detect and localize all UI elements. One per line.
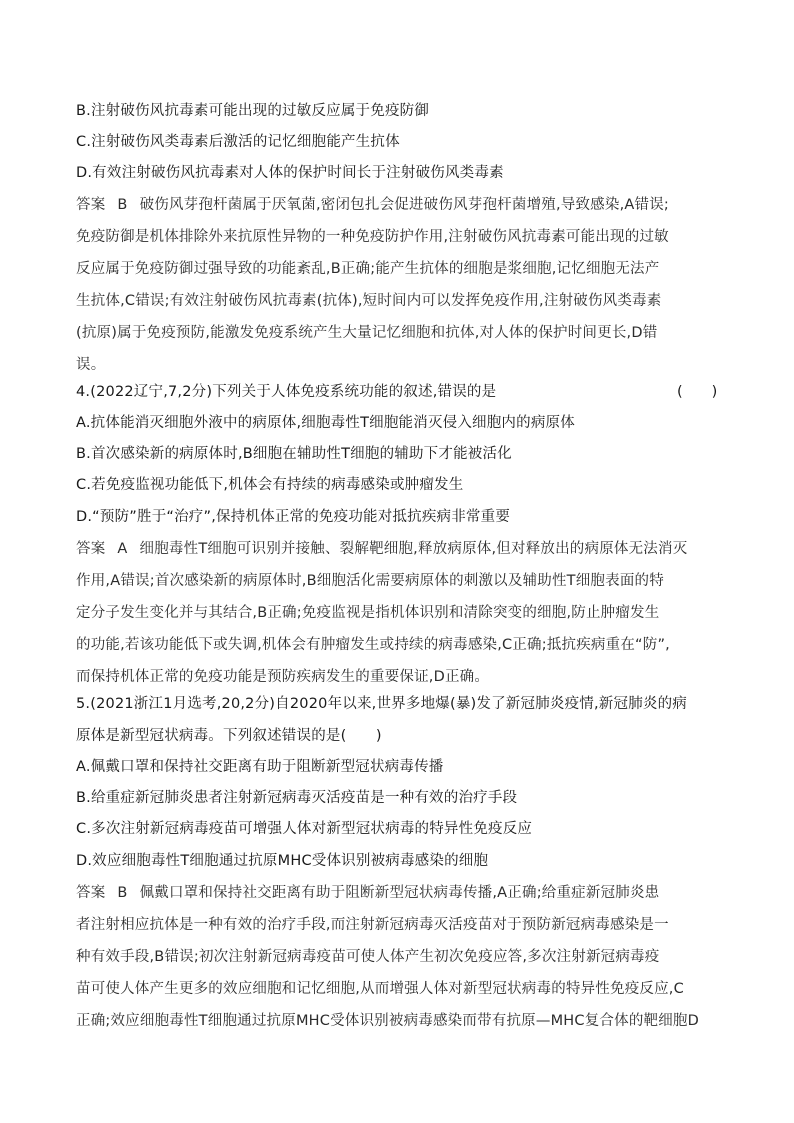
q5-answer-line-3: 种有效手段,B错误;初次注射新冠病毒疫苗可使人体产生初次免疫应答,多次注射新冠病毒疫 bbox=[76, 949, 660, 965]
q3-option-c: C.注射破伤风类毒素后激活的记忆细胞能产生抗体 bbox=[76, 134, 400, 150]
answer-letter: B bbox=[117, 885, 128, 901]
q5-option-a: A.佩戴口罩和保持社交距离有助于阻断新型冠状病毒传播 bbox=[76, 759, 444, 775]
q3-answer-line-4: 生抗体,C错误;有效注射破伤风抗毒素(抗体),短时间内可以发挥免疫作用,注射破伤风类毒素 bbox=[76, 293, 662, 309]
q4-answer-blank: ( ) bbox=[677, 384, 718, 400]
q3-answer-line-5: (抗原)属于免疫预防,能激发免疫系统产生大量记忆细胞和抗体,对人体的保护时间更长,D错 bbox=[76, 325, 658, 341]
answer-letter: B bbox=[117, 197, 128, 213]
q5-answer-line-2: 者注射相应抗体是一种有效的治疗手段,而注射新冠病毒灭活疫苗对于预防新冠病毒感染是一 bbox=[76, 917, 669, 933]
q3-answer-line-2: 免疫防御是机体排除外来抗原性异物的一种免疫防护作用,注射破伤风抗毒素可能出现的过敏 bbox=[76, 229, 669, 245]
answer-text: 破伤风芽孢杆菌属于厌氧菌,密闭包扎会促进破伤风芽孢杆菌增殖,导致感染,A错误; bbox=[139, 197, 669, 213]
answer-letter: A bbox=[117, 541, 128, 557]
q4-answer-line-4: 的功能,若该功能低下或失调,机体会有肿瘤发生或持续的病毒感染,C正确;抵抗疾病重在“防”, bbox=[76, 637, 670, 653]
q5-option-d: D.效应细胞毒性T细胞通过抗原MHC受体识别被病毒感染的细胞 bbox=[76, 853, 489, 869]
q5-option-b: B.给重症新冠肺炎患者注射新冠病毒灭活疫苗是一种有效的治疗手段 bbox=[76, 790, 518, 806]
q4-answer-line-3: 定分子发生变化并与其结合,B正确;免疫监视是指机体识别和清除突变的细胞,防止肿瘤发生 bbox=[76, 605, 660, 621]
answer-label: 答案 bbox=[76, 197, 106, 213]
q3-option-b: B.注射破伤风抗毒素可能出现的过敏反应属于免疫防御 bbox=[76, 103, 430, 119]
q4-answer-line-5: 而保持机体正常的免疫功能是预防疾病发生的重要保证,D正确。 bbox=[76, 669, 490, 685]
q4-stem: 4.(2022辽宁,7,2分)下列关于人体免疫系统功能的叙述,错误的是 bbox=[76, 384, 497, 400]
q5-answer-line-5: 正确;效应细胞毒性T细胞通过抗原MHC受体识别被病毒感染而带有抗原—MHC复合体的靶细胞D bbox=[76, 1013, 699, 1029]
q5-stem-1: 5.(2021浙江1月选考,20,2分)自2020年以来,世界多地爆(暴)发了新冠肺炎疫情,新冠肺炎的病 bbox=[76, 696, 688, 712]
answer-text: 佩戴口罩和保持社交距离有助于阻断新型冠状病毒传播,A正确;给重症新冠肺炎患 bbox=[139, 885, 660, 901]
q4-option-a: A.抗体能消灭细胞外液中的病原体,细胞毒性T细胞能消灭侵入细胞内的病原体 bbox=[76, 415, 575, 431]
q3-answer-line-6: 误。 bbox=[76, 357, 106, 373]
q4-answer-line-2: 作用,A错误;首次感染新的病原体时,B细胞活化需要病原体的刺激以及辅助性T细胞表面的特 bbox=[76, 573, 664, 589]
answer-label: 答案 bbox=[76, 885, 106, 901]
q3-answer-line-3: 反应属于免疫防御过强导致的功能紊乱,B正确;能产生抗体的细胞是浆细胞,记忆细胞无法产 bbox=[76, 261, 660, 277]
q5-option-c: C.多次注射新冠病毒疫苗可增强人体对新型冠状病毒的特异性免疫反应 bbox=[76, 821, 533, 837]
q5-answer-line-4: 苗可使人体产生更多的效应细胞和记忆细胞,从而增强人体对新型冠状病毒的特异性免疫反应,C bbox=[76, 981, 684, 997]
answer-text: 细胞毒性T细胞可识别并接触、裂解靶细胞,释放病原体,但对释放出的病原体无法消灭 bbox=[139, 541, 688, 557]
q4-answer-line-1 bbox=[76, 539, 687, 559]
q4-option-c: C.若免疫监视功能低下,机体会有持续的病毒感染或肿瘤发生 bbox=[76, 477, 464, 493]
q4-option-d: D.“预防”胜于“治疗”,保持机体正常的免疫功能对抵抗疾病非常重要 bbox=[76, 509, 511, 525]
answer-label: 答案 bbox=[76, 541, 106, 557]
q3-option-d: D.有效注射破伤风抗毒素对人体的保护时间长于注射破伤风类毒素 bbox=[76, 165, 504, 181]
q4-option-b: B.首次感染新的病原体时,B细胞在辅助性T细胞的辅助下才能被活化 bbox=[76, 446, 512, 462]
q5-stem-2: 原体是新型冠状病毒。下列叙述错误的是( ) bbox=[76, 728, 382, 744]
q3-answer-line-1 bbox=[76, 195, 669, 215]
q5-answer-line-1 bbox=[76, 883, 659, 903]
